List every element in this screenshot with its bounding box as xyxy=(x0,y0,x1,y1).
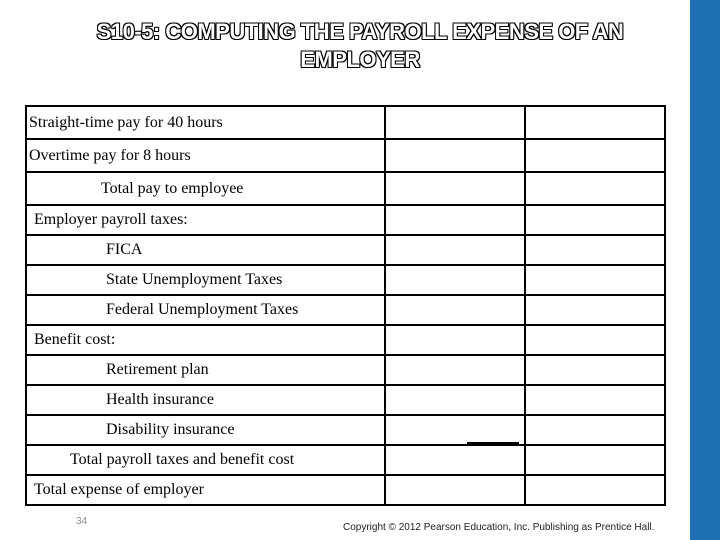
table-row xyxy=(26,235,665,265)
row-label: Federal Unemployment Taxes xyxy=(26,295,385,325)
table-row xyxy=(26,172,665,205)
amount-cell xyxy=(385,415,525,445)
row-label: Health insurance xyxy=(26,385,385,415)
row-label: FICA xyxy=(26,235,385,265)
amount-cell xyxy=(385,385,525,415)
title-line-2: EMPLOYER xyxy=(300,47,420,72)
row-label: State Unemployment Taxes xyxy=(26,265,385,295)
amount-cell xyxy=(385,139,525,172)
amount-cell xyxy=(525,205,665,235)
table-row xyxy=(26,265,665,295)
row-label: Straight-time pay for 40 hours xyxy=(26,106,385,139)
table-row xyxy=(26,139,665,172)
slide-title xyxy=(0,18,720,74)
amount-cell xyxy=(525,265,665,295)
amount-cell xyxy=(525,475,665,505)
total-underline-rule xyxy=(467,442,519,446)
amount-cell xyxy=(525,295,665,325)
row-label: Benefit cost: xyxy=(26,325,385,355)
row-label: Overtime pay for 8 hours xyxy=(26,139,385,172)
amount-cell xyxy=(525,235,665,265)
page-number: 34 xyxy=(76,516,88,527)
amount-cell xyxy=(385,106,525,139)
accent-sidebar xyxy=(690,0,720,540)
table-row xyxy=(26,106,665,139)
amount-cell xyxy=(385,295,525,325)
row-label: Total expense of employer xyxy=(26,475,385,505)
amount-cell xyxy=(385,475,525,505)
row-label: Retirement plan xyxy=(26,355,385,385)
amount-cell xyxy=(525,106,665,139)
table-row xyxy=(26,355,665,385)
amount-cell xyxy=(525,325,665,355)
copyright-notice: Copyright © 2012 Pearson Education, Inc. Publishing as Prentice Hall. xyxy=(343,522,655,533)
amount-cell xyxy=(385,265,525,295)
amount-cell xyxy=(385,235,525,265)
amount-cell xyxy=(525,139,665,172)
table-row xyxy=(26,295,665,325)
table-row xyxy=(26,325,665,355)
amount-cell xyxy=(385,325,525,355)
amount-cell xyxy=(385,172,525,205)
table-row xyxy=(26,385,665,415)
table-row xyxy=(26,205,665,235)
amount-cell xyxy=(525,445,665,475)
row-label: Disability insurance xyxy=(26,415,385,445)
amount-cell xyxy=(525,355,665,385)
amount-cell xyxy=(385,205,525,235)
title-line-1: S10-5: COMPUTING THE PAYROLL EXPENSE OF AN xyxy=(96,19,624,44)
payroll-expense-table xyxy=(25,105,666,506)
amount-cell xyxy=(385,355,525,385)
amount-cell xyxy=(525,415,665,445)
amount-cell xyxy=(525,172,665,205)
table-row xyxy=(26,475,665,505)
table-row xyxy=(26,415,665,445)
amount-cell xyxy=(385,445,525,475)
row-label: Employer payroll taxes: xyxy=(26,205,385,235)
table-row xyxy=(26,445,665,475)
row-label: Total payroll taxes and benefit cost xyxy=(26,445,385,475)
amount-cell xyxy=(525,385,665,415)
row-label: Total pay to employee xyxy=(26,172,385,205)
